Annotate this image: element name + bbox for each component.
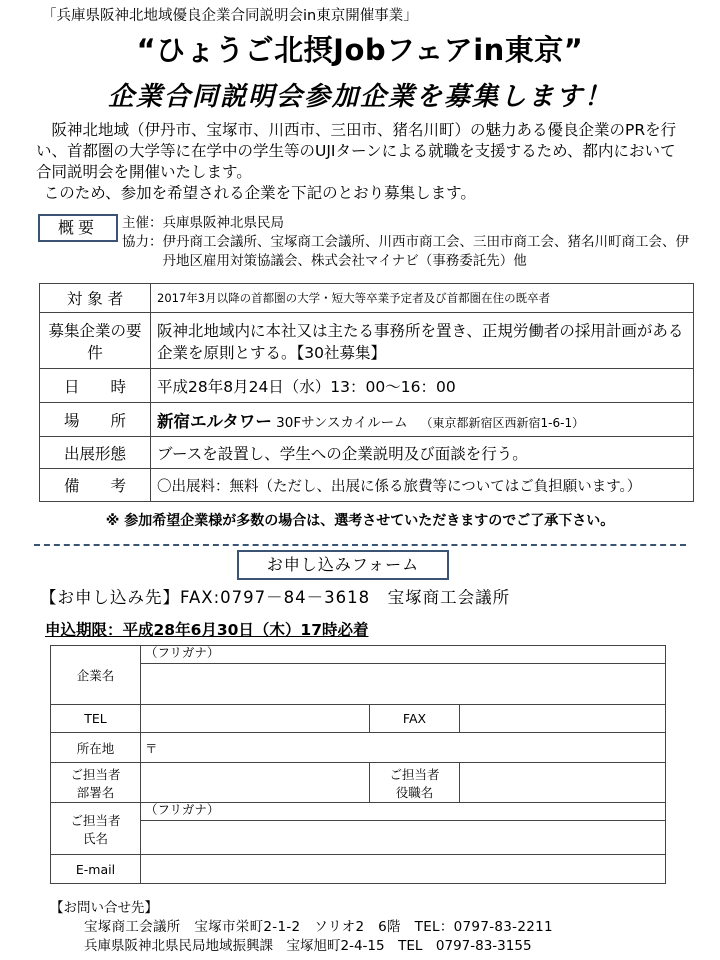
info-value: 2017年3月以降の首都圏の大学・短大等卒業予定者及び首都圏在住の既卒者 [151,284,694,313]
cooperation-label: 協力： [122,234,163,250]
form-row-address [51,733,666,763]
form-row-tel-fax [51,705,666,733]
contact-line-chamber: 宝塚商工会議所 宝塚市栄町2-1-2 ソリオ2 6階 TEL：0797-83-2211 [84,919,553,935]
info-value: ブースを設置し、学生への企業説明及び面談を行う。 [151,437,694,469]
form-row-contact-furigana [51,803,666,821]
contact-furigana-field[interactable] [141,803,666,821]
info-table [39,283,694,502]
fax-field[interactable] [460,705,666,733]
overview-label: 概要 [38,214,118,242]
info-label: 出展形態 [40,437,151,469]
address-field[interactable] [141,733,666,763]
host-value: 兵庫県阪神北県民局 [162,215,284,231]
info-label: 募集企業の要件 [40,313,151,369]
host-label: 主催： [122,215,163,231]
fax-label: FAX [370,705,460,733]
position-field[interactable] [460,763,666,803]
page-title: “ひょうご北摂Jobフェアin東京” [136,33,584,67]
organizers [122,214,697,271]
apply-to: 【お申し込み先】FAX:0797－84－3618 宝塚商工会議所 [40,588,511,607]
form-title: お申し込みフォーム [237,550,449,580]
form-row-email [51,855,666,884]
intro-paragraph-1: 阪神北地域（伊丹市、宝塚市、川西市、三田市、猪名川町）の魅力ある優良企業のPRを行い、首都圏の大学等に在学中の学生等のUJIターンによる就職を支援するため、都内において合同説明会を開催いたします。 [36,121,677,181]
email-label: E-mail [51,855,141,884]
intro-paragraph-2: このため、参加を希望される企業を下記のとおり募集します。 [43,184,476,202]
address-label: 所在地 [51,733,141,763]
info-value: 平成28年8月24日（水）13：00～16：00 [151,369,694,403]
postal-mark: 〒 [145,740,158,756]
venue-name: 新宿エルタワー [157,411,272,431]
info-row-datetime [40,369,694,403]
venue-address: （東京都新宿区西新宿1-6-1） [420,415,585,430]
pre-title: 「兵庫県阪神北地域優良企業合同説明会in東京開催事業」 [42,8,418,24]
cooperation-row [122,233,697,271]
info-value [151,403,694,437]
contact-name-label: ご担当者 氏名 [51,803,141,855]
company-label: 企業名 [51,646,141,705]
tel-label: TEL [51,705,141,733]
info-row-remarks [40,469,694,502]
position-label: ご担当者 役職名 [370,763,460,803]
info-row-format [40,437,694,469]
email-field[interactable] [141,855,666,884]
info-row-requirements [40,313,694,369]
furigana-label: （フリガナ） [145,802,220,817]
info-value: 〇出展料：無料（ただし、出展に係る旅費等についてはご負担願います。） [151,469,694,502]
contact-heading: 【お問い合せ先】 [50,900,158,916]
info-row-target [40,284,694,313]
cooperation-value: 伊丹商工会議所、宝塚商工会議所、川西市商工会、三田市商工会、猪名川町商工会、伊丹地区雇用対策協議会、株式会社マイナビ（事務委託先）他 [162,234,689,269]
intro-text [36,120,686,204]
deadline: 申込期限：平成28年6月30日（木）17時必着 [45,621,369,639]
application-form [50,645,666,884]
page-subtitle: 企業合同説明会参加企業を募集します！ [107,82,612,112]
furigana-label: （フリガナ） [145,645,220,660]
info-row-venue [40,403,694,437]
form-row-company-furigana [51,646,666,664]
host-row [122,214,697,233]
form-row-company [51,664,666,705]
venue-room: 30Fサンスカイルーム [271,414,408,431]
info-label: 対 象 者 [40,284,151,313]
info-value: 阪神北地域内に本社又は主たる事務所を置き、正規労働者の採用計画がある企業を原則とする。【30社募集】 [151,313,694,369]
contact-name-field[interactable] [141,821,666,855]
info-label: 備 考 [40,469,151,502]
contact-info [50,899,553,956]
info-label: 日 時 [40,369,151,403]
form-row-department [51,763,666,803]
cut-line-divider [34,544,686,546]
department-label: ご担当者 部署名 [51,763,141,803]
info-label: 場 所 [40,403,151,437]
tel-field[interactable] [141,705,370,733]
department-field[interactable] [141,763,370,803]
company-furigana-field[interactable] [141,646,666,664]
selection-note: ※ 参加希望企業様が多数の場合は、選考させていただきますのでご了承下さい。 [105,513,615,529]
company-name-field[interactable] [141,664,666,705]
form-row-contact-name [51,821,666,855]
contact-line-prefecture: 兵庫県阪神北県民局地域振興課 宝塚旭町2-4-15 TEL 0797-83-3155 [84,938,532,954]
